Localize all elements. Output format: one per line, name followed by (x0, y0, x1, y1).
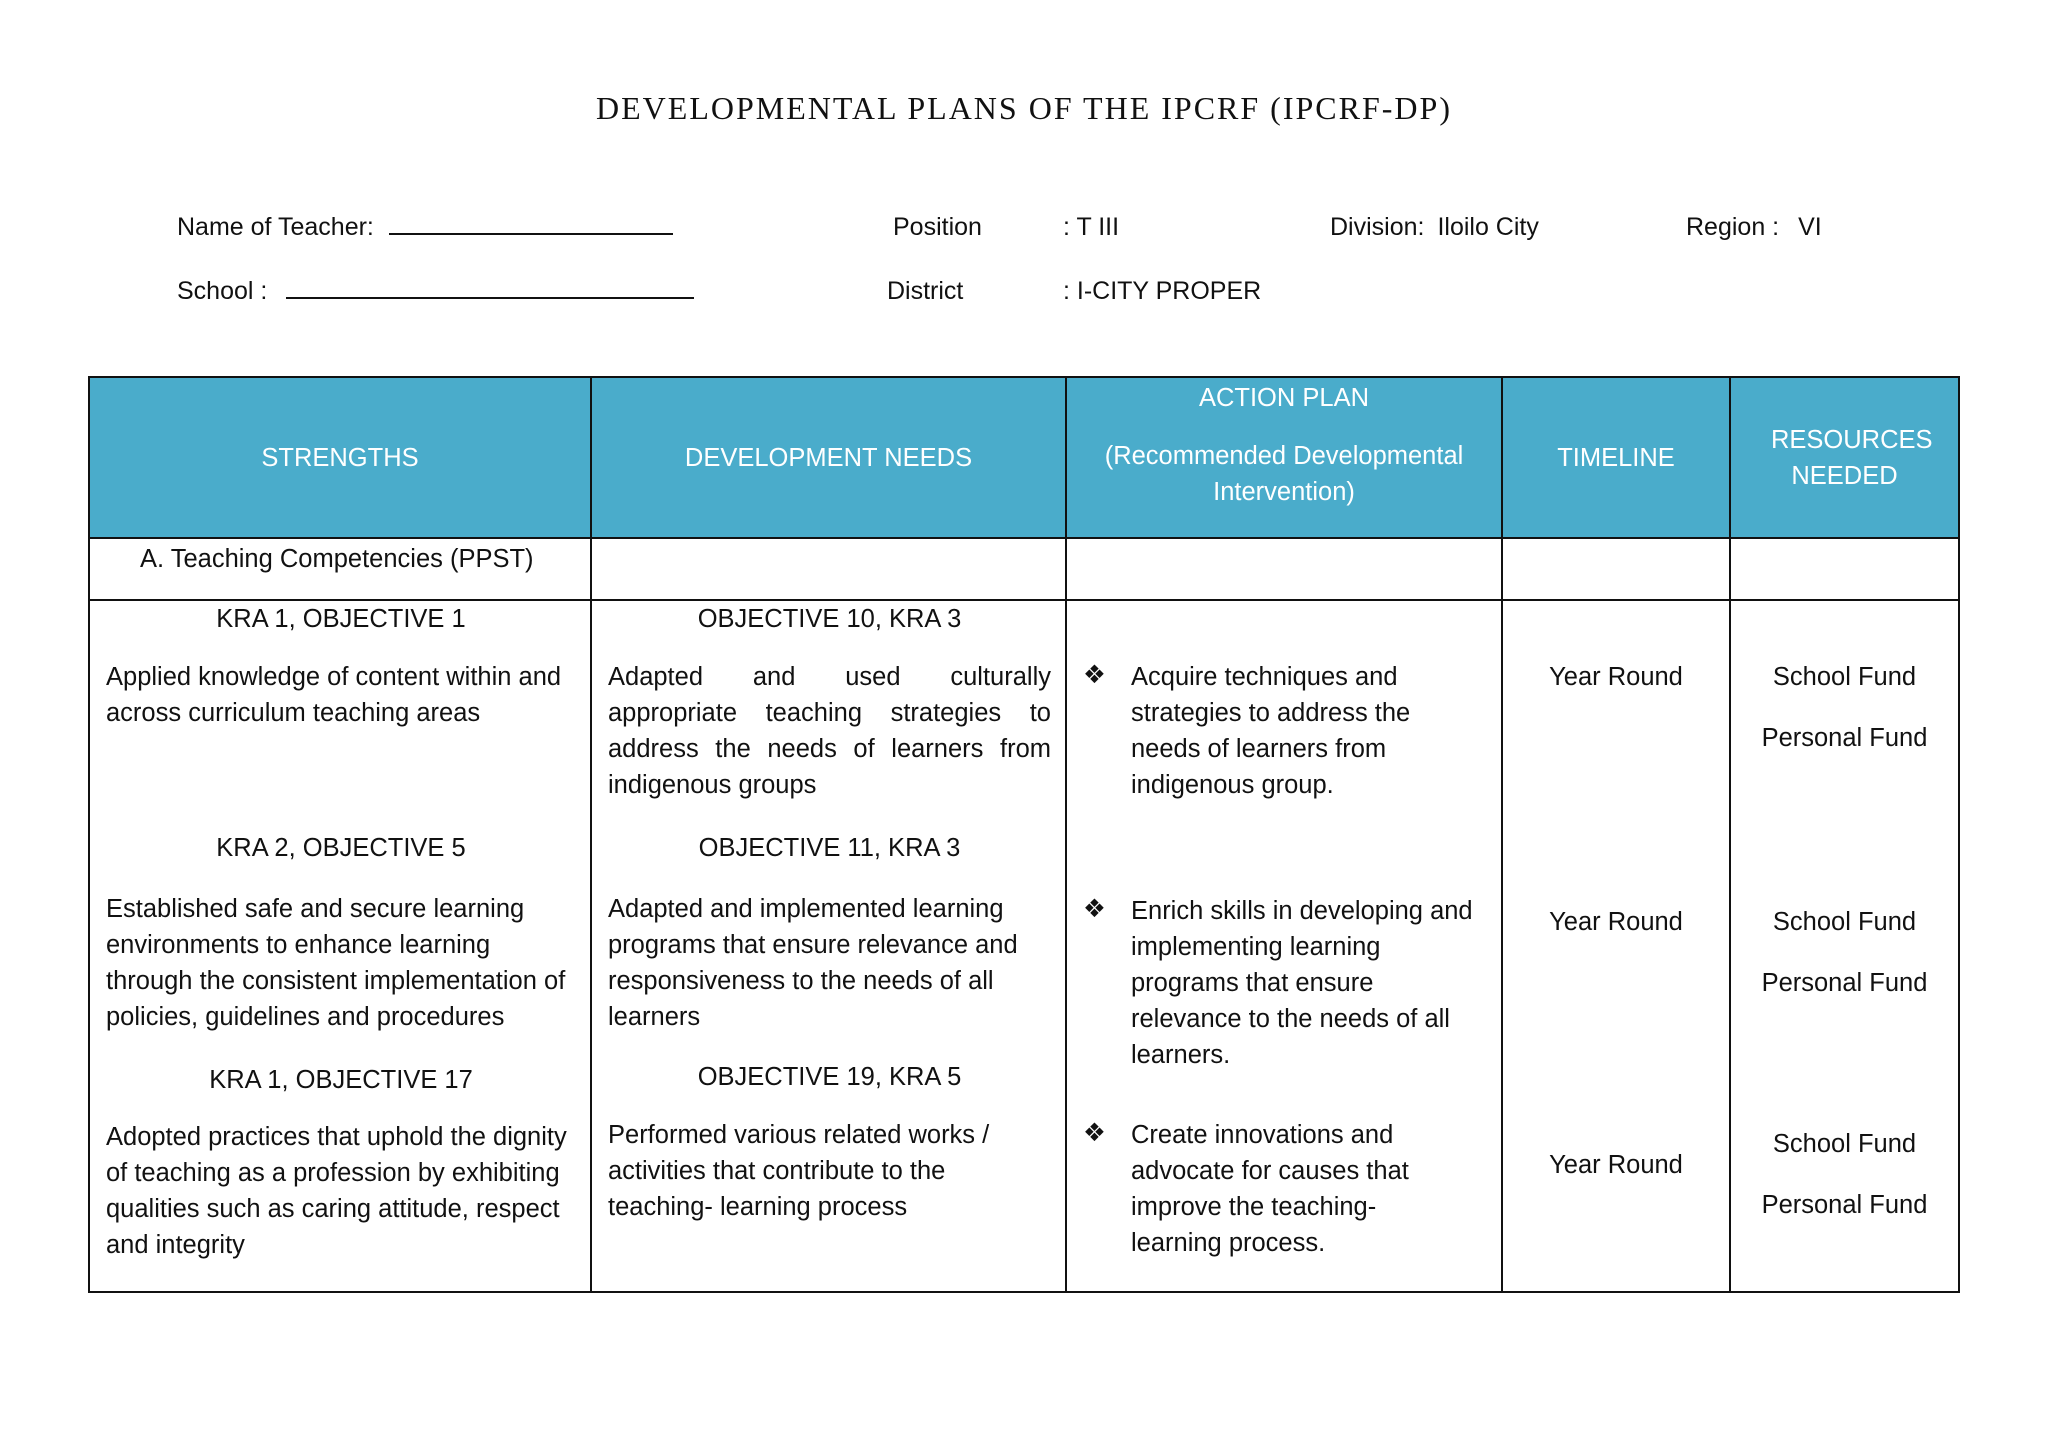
strength-text: Adopted practices that uphold the dignity of teaching as a profession by exhibiting qualities such as caring attitude, respect and integrity (106, 1123, 567, 1259)
development-plan-table (88, 376, 1960, 1293)
need-text: Adapted and used culturally appropriate teaching strategies to address the needs of learners from indigenous groups (608, 663, 1051, 799)
diamond-bullet-icon: ❖ (1083, 1119, 1106, 1147)
section-empty-cell (1730, 538, 1959, 600)
action-text: Enrich skills in developing and implementing learning programs that ensure relevance to the needs of all learners. (1131, 897, 1473, 1069)
school-field (177, 277, 694, 306)
strength-heading: KRA 2, OBJECTIVE 5 (216, 834, 466, 862)
resource-school-fund: School Fund (1772, 1130, 1917, 1158)
teacher-name-blank (389, 215, 673, 235)
resources-header-text: RESOURCES NEEDED (1771, 425, 1933, 490)
strength-heading: KRA 1, OBJECTIVE 1 (216, 605, 466, 633)
action-plan-subtitle: (Recommended Developmental Intervention) (1104, 442, 1464, 506)
position-label: Position (893, 213, 982, 241)
timeline-value: Year Round (1549, 1151, 1683, 1179)
section-empty-cell (591, 538, 1066, 600)
section-label: A. Teaching Competencies (PPST) (89, 538, 591, 600)
resource-school-fund: School Fund (1772, 663, 1917, 691)
strength-text: Applied knowledge of content within and across curriculum teaching areas (106, 663, 562, 727)
strengths-cell (89, 600, 591, 1292)
resource-personal-fund: Personal Fund (1761, 969, 1928, 997)
teacher-name-label: Name of Teacher: (177, 213, 374, 241)
need-text: Adapted and implemented learning programs that ensure relevance and responsiveness to the needs of all learners (608, 895, 1018, 1031)
strength-heading: KRA 1, OBJECTIVE 17 (209, 1066, 473, 1094)
region-value: VI (1798, 213, 1822, 241)
col-header-timeline: TIMELINE (1502, 377, 1730, 538)
action-text: Acquire techniques and strategies to address the needs of learners from indigenous group. (1131, 663, 1411, 799)
section-empty-cell (1502, 538, 1730, 600)
division-value: Iloilo City (1437, 213, 1539, 241)
col-header-action-plan (1066, 377, 1502, 538)
resources-cell (1730, 600, 1959, 1292)
region-field (1686, 213, 1822, 242)
table-row (89, 600, 1959, 1292)
diamond-bullet-icon: ❖ (1083, 661, 1106, 689)
school-blank (286, 279, 694, 299)
strength-text: Established safe and secure learning environments to enhance learning through the consistent implementation of policies, guidelines and procedures (106, 895, 566, 1031)
timeline-value: Year Round (1549, 663, 1683, 691)
section-empty-cell (1066, 538, 1502, 600)
timeline-value: Year Round (1549, 908, 1683, 936)
resource-school-fund: School Fund (1772, 908, 1917, 936)
table-header-row (89, 377, 1959, 538)
action-plan-title: ACTION PLAN (1198, 384, 1370, 412)
division-field (1330, 213, 1539, 242)
resource-personal-fund: Personal Fund (1761, 724, 1928, 752)
need-text: Performed various related works / activities that contribute to the teaching- learning process (608, 1121, 990, 1221)
teacher-name-field (177, 213, 673, 242)
district-label: District (887, 277, 964, 305)
resource-personal-fund: Personal Fund (1761, 1191, 1928, 1219)
diamond-bullet-icon: ❖ (1083, 895, 1106, 923)
need-heading: OBJECTIVE 19, KRA 5 (697, 1063, 962, 1091)
division-label: Division: (1330, 213, 1425, 241)
need-heading: OBJECTIVE 11, KRA 3 (698, 834, 961, 862)
school-label: School : (177, 277, 268, 305)
action-text: Create innovations and advocate for causes that improve the teaching- learning process. (1131, 1121, 1409, 1257)
col-header-strengths: STRENGTHS (89, 377, 591, 538)
timeline-cell (1502, 600, 1730, 1292)
document-title: DEVELOPMENTAL PLANS OF THE IPCRF (IPCRF-DP) (596, 90, 1452, 126)
action-plan-cell (1066, 600, 1502, 1292)
section-row (89, 538, 1959, 600)
need-heading: OBJECTIVE 10, KRA 3 (697, 605, 962, 633)
district-value: : I-CITY PROPER (1063, 277, 1262, 305)
position-value: : T III (1063, 213, 1120, 241)
development-needs-cell (591, 600, 1066, 1292)
col-header-resources (1730, 377, 1959, 538)
col-header-development-needs: DEVELOPMENT NEEDS (591, 377, 1066, 538)
region-label: Region : (1686, 213, 1780, 241)
